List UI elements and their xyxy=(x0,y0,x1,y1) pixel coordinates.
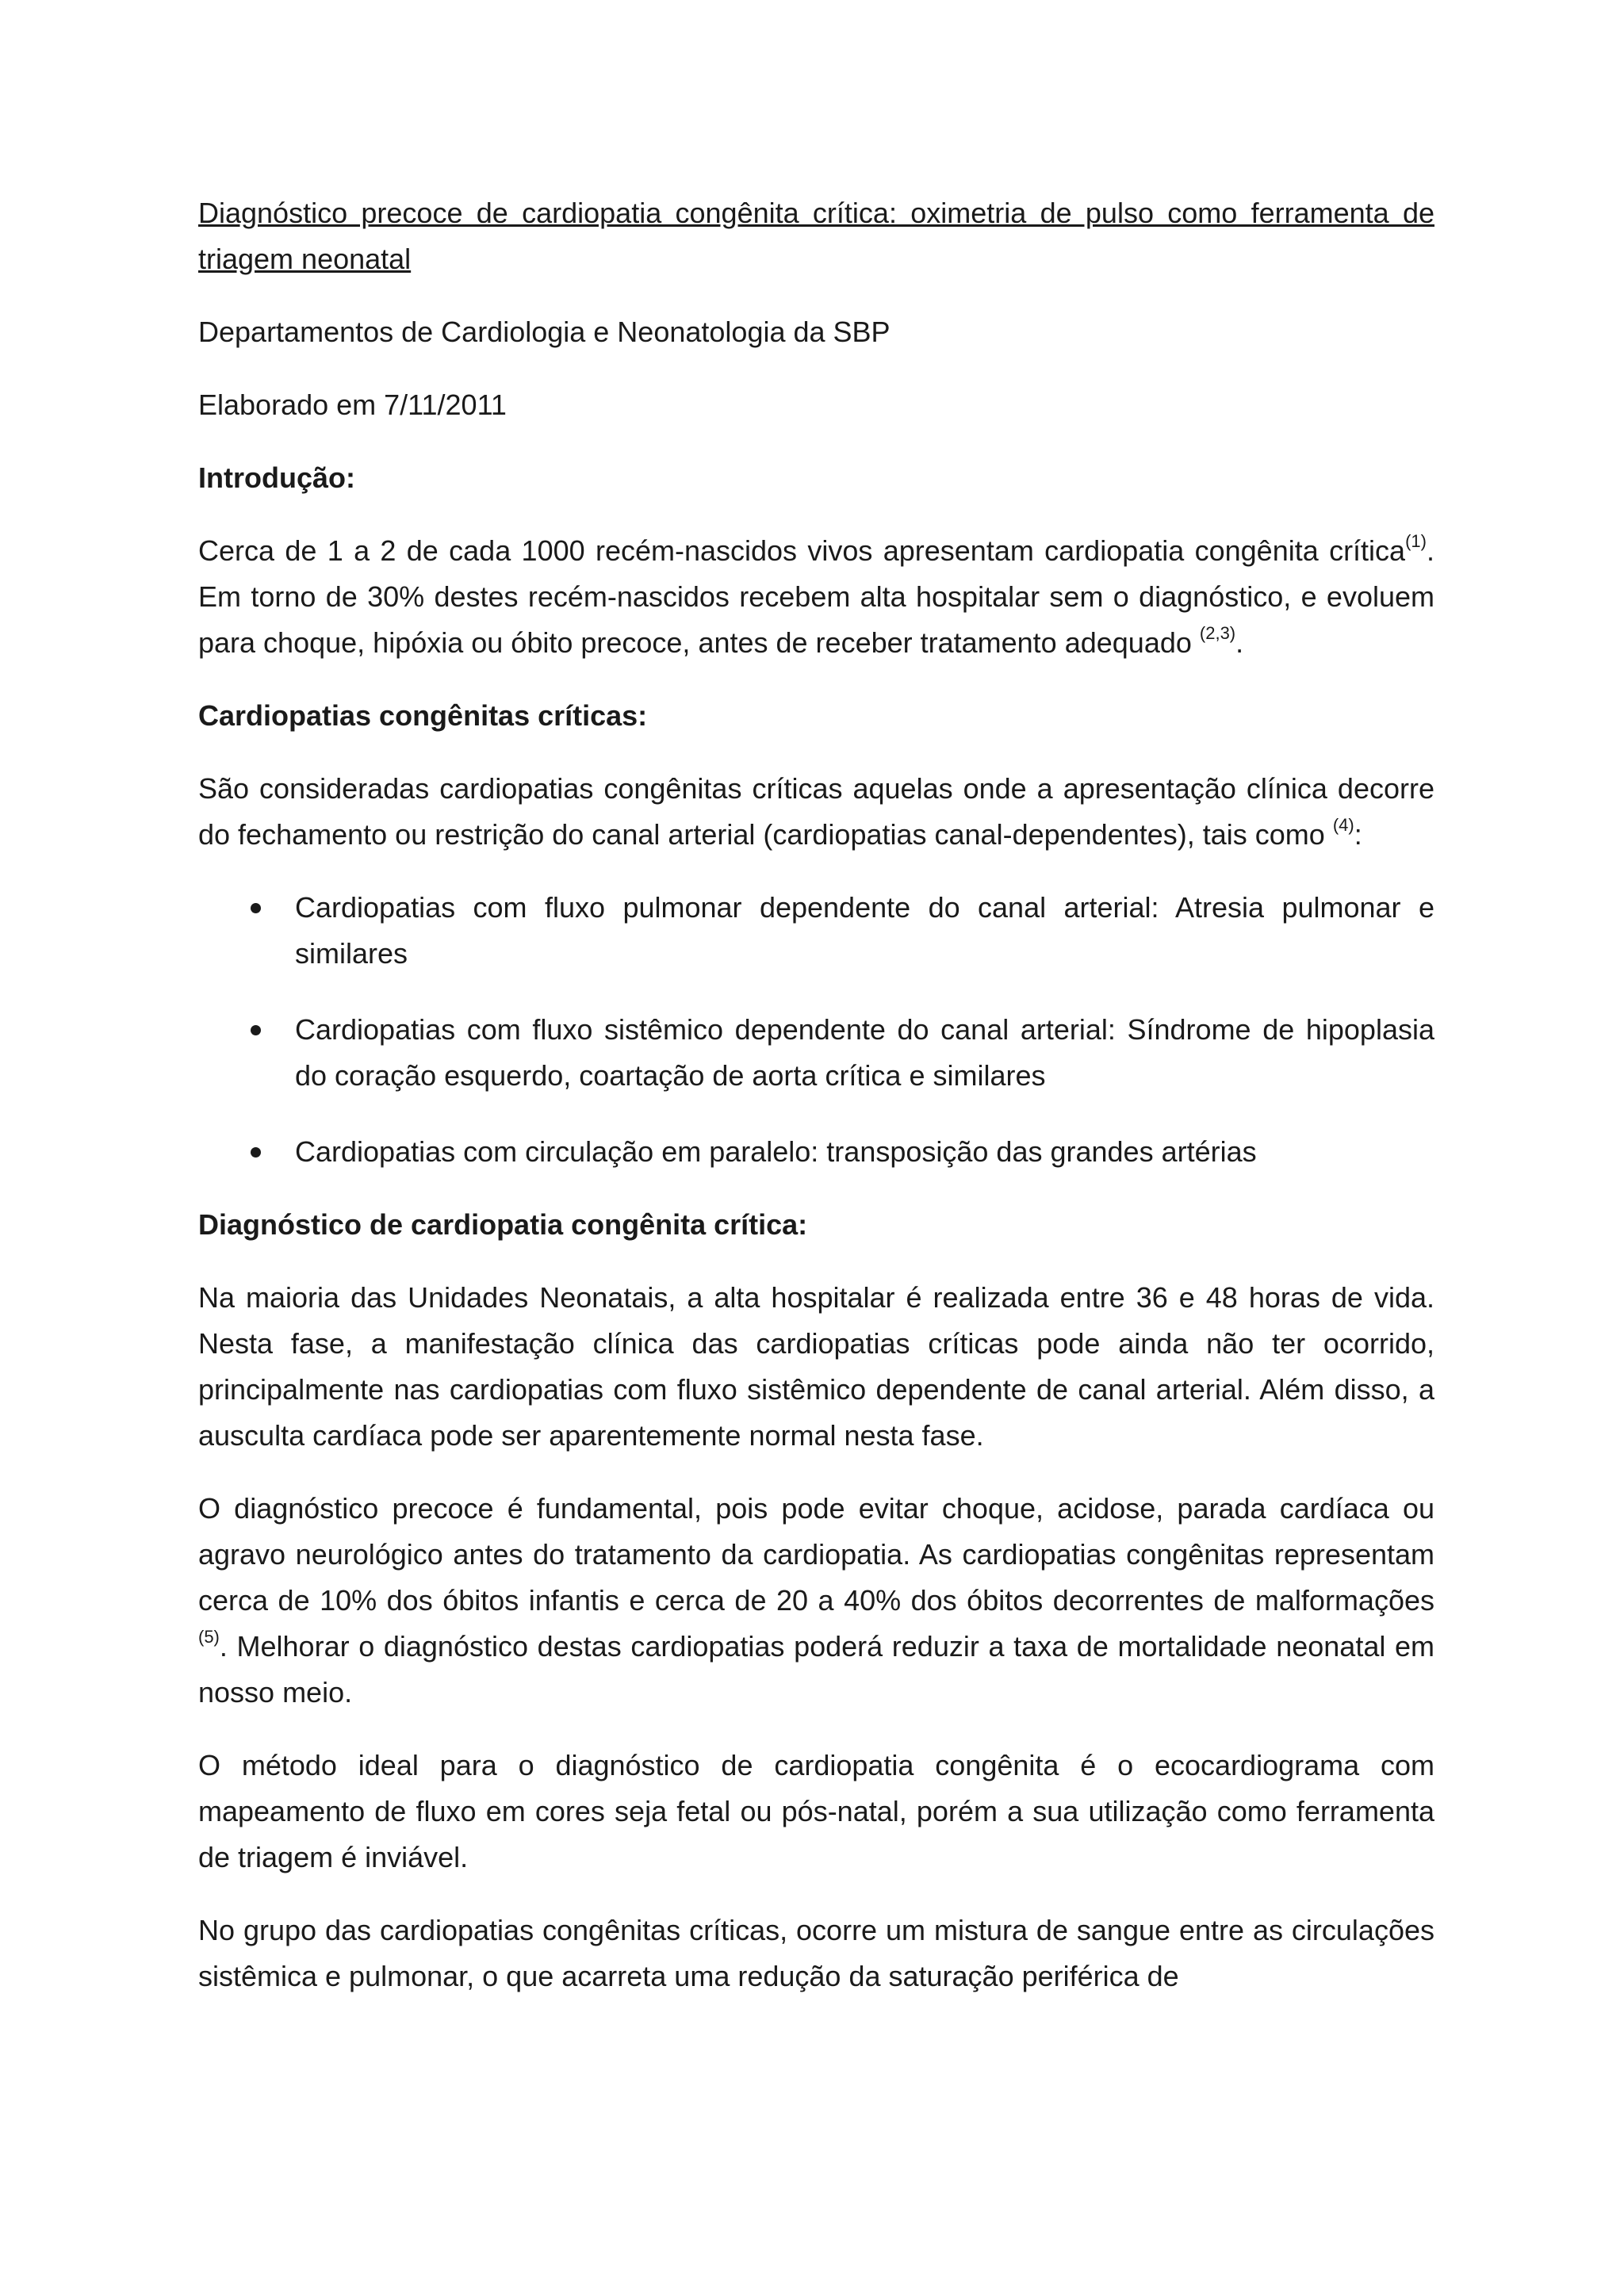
bullet-text: Cardiopatias com circulação em paralelo: transposição das grandes artérias xyxy=(295,1135,1257,1168)
reference-1: (1) xyxy=(1405,531,1427,551)
diagnosis-paragraph-3: O método ideal para o diagnóstico de cardiopatia congênita é o ecocardiograma com mapeamento de fluxo em cores seja fetal ou pós-natal, porém a sua utilização como ferramenta de triagem é inviável. xyxy=(198,1749,1434,1873)
diagnosis-text-a: O diagnóstico precoce é fundamental, pois pode evitar choque, acidose, parada cardíaca ou agravo neurológico antes do tratamento da cardiopatia. As cardiopatias congênitas representam cerca de 10% dos óbitos infantis e cerca de 20 a 40% dos óbitos decorrentes de malformações xyxy=(198,1492,1434,1617)
list-item xyxy=(198,1129,1434,1175)
intro-text-a: Cerca de 1 a 2 de cada 1000 recém-nascidos vivos apresentam cardiopatia congênita crítica xyxy=(198,534,1406,567)
diagnosis-text-b: . Melhorar o diagnóstico destas cardiopatias poderá reduzir a taxa de mortalidade neonatal em nosso meio. xyxy=(198,1630,1434,1709)
document-title: Diagnóstico precoce de cardiopatia congênita crítica: oximetria de pulso como ferramenta de triagem neonatal xyxy=(198,197,1434,275)
intro-text-c: . xyxy=(1235,626,1244,659)
diagnosis-heading: Diagnóstico de cardiopatia congênita crítica: xyxy=(198,1208,808,1241)
date-line: Elaborado em 7/11/2011 xyxy=(198,388,507,421)
intro-heading: Introdução: xyxy=(198,461,355,494)
bullet-icon xyxy=(251,1025,261,1035)
critical-bullet-list xyxy=(198,885,1434,1175)
reference-4: (4) xyxy=(1332,815,1354,835)
bullet-text: Cardiopatias com fluxo pulmonar dependente do canal arterial: Atresia pulmonar e similares xyxy=(295,891,1434,970)
intro-paragraph xyxy=(198,528,1434,666)
list-item xyxy=(198,885,1434,977)
intro-text-b: . Em torno de 30% destes recém-nascidos recebem alta hospitalar sem o diagnóstico, e evoluem para choque, hipóxia ou óbito precoce, antes de receber tratamento adequado xyxy=(198,534,1434,659)
reference-5: (5) xyxy=(198,1627,220,1647)
critical-paragraph xyxy=(198,766,1434,858)
bullet-icon xyxy=(251,903,261,913)
list-item xyxy=(198,1007,1434,1099)
diagnosis-paragraph-2 xyxy=(198,1486,1434,1716)
critical-heading: Cardiopatias congênitas críticas: xyxy=(198,699,648,732)
diagnosis-paragraph-4: No grupo das cardiopatias congênitas críticas, ocorre um mistura de sangue entre as circulações sistêmica e pulmonar, o que acarreta uma redução da saturação periférica de xyxy=(198,1914,1434,1992)
departments-line: Departamentos de Cardiologia e Neonatologia da SBP xyxy=(198,316,891,348)
diagnosis-paragraph-1: Na maioria das Unidades Neonatais, a alta hospitalar é realizada entre 36 e 48 horas de vida. Nesta fase, a manifestação clínica das cardiopatias críticas pode ainda não ter ocorrido, principalmente nas cardiopatias com fluxo sistêmico dependente de canal arterial. Além disso, a ausculta cardíaca pode ser aparentemente normal nesta fase. xyxy=(198,1281,1434,1452)
bullet-icon xyxy=(251,1147,261,1158)
critical-text-b: : xyxy=(1354,818,1362,851)
critical-text-a: São consideradas cardiopatias congênitas críticas aquelas onde a apresentação clínica decorre do fechamento ou restrição do canal arterial (cardiopatias canal-dependentes), tais como xyxy=(198,772,1434,851)
bullet-text: Cardiopatias com fluxo sistêmico dependente do canal arterial: Síndrome de hipoplasia do coração esquerdo, coartação de aorta crítica e similares xyxy=(295,1013,1434,1092)
reference-2-3: (2,3) xyxy=(1199,623,1236,643)
